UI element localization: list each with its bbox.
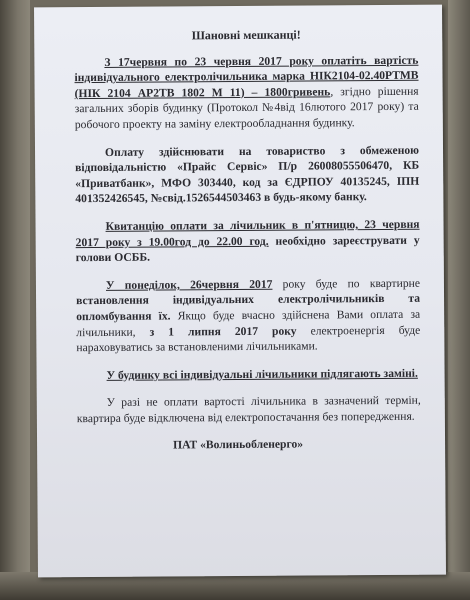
installation-text-1: року буде по квартирне (272, 276, 421, 291)
payment-period-basis: , згідно рішення загальних зборів будинку (Протокол №4від 16лютого 2017 року) та робочого проекту на заміну електрообладнання будинку. (74, 84, 419, 132)
paragraph-payment-period (74, 52, 419, 132)
notice-paper (34, 5, 446, 578)
wall-left (0, 0, 30, 600)
installation-date: У понеділок, 26червня 2017 (105, 277, 273, 292)
paragraph-disconnection-warning: У разі не оплати вартості лічильника в зазначений термін, квартира буде відключена від електропостачання без попередження. (76, 394, 421, 426)
notice-title: Шановні мешканці! (191, 27, 301, 43)
payment-period-highlight: З 17червня по 23 червня 2017 року оплатіть вартість індивідуального електролічильника марка НІК2104-02.40РТМВ (НІК 2104 АР2ТВ 1802 М 11) – 1800гривень (74, 53, 419, 100)
receipt-date-highlight: Квитанцію оплати за лічильник в п'ятницю, 23 червня 2017 року з 19.00год до 22.00 год. (75, 217, 420, 249)
installation-text-3: електроенергія буде нараховуватись за встановленими лічильниками. (76, 323, 421, 355)
installation-text-2: Якщо буде вчасно здійснена Вами оплата за лічильники, (76, 307, 421, 339)
wall-right (448, 0, 470, 600)
paragraph-installation (76, 275, 421, 355)
paragraph-payment-details: Оплату здійснювати на товариство з обмеженою відповідальністю «Прайс Сервіс» П/р 26008055506470, КБ «Приватбанк», МФО 303440, код за ЄДРПОУ 40135245, ІПН 401352426545, №свід.1526544503463 в будь-якому банку. (75, 143, 420, 206)
installation-text-bold: встановлення індивідуальних електролічильників та опломбування їх. (76, 292, 421, 324)
notice-signature: ПАТ «Волиньобленерго» (173, 438, 304, 452)
billing-start-date: з 1 липня 2017 року (149, 324, 297, 339)
paragraph-replacement: У будинку всі індивідуальні лічильники підлягають заміні. (106, 366, 418, 382)
receipt-registration-text: необхідно зареєструвати у голови ОСББ. (75, 233, 420, 265)
paragraph-receipt-registration (75, 217, 419, 266)
